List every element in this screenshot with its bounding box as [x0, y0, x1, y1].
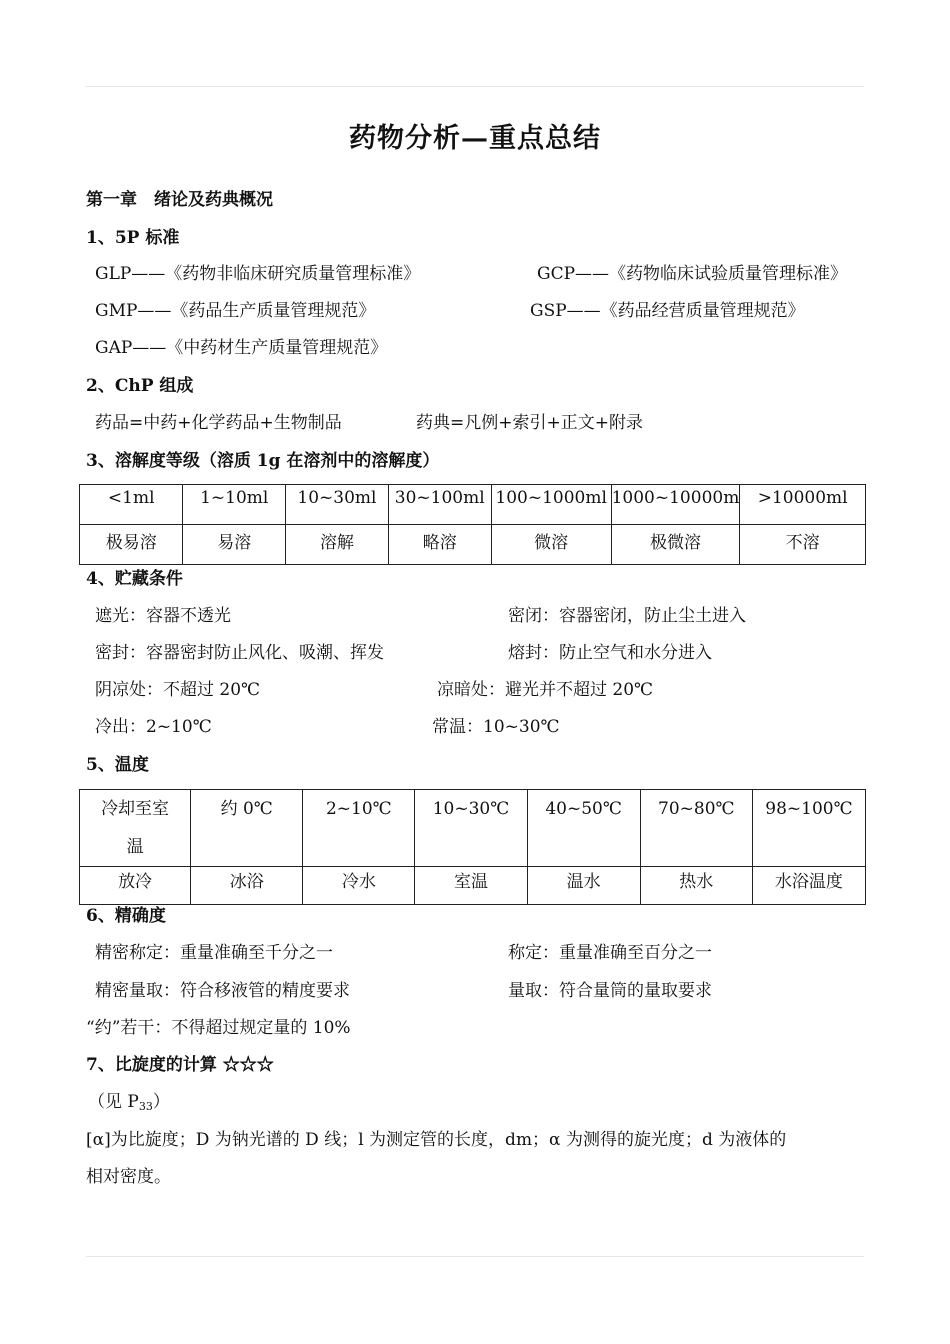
storage-cold-line: 冷出：2~10℃ — [95, 717, 212, 737]
table-cell: 10~30ml — [286, 485, 389, 525]
ref-page-number: 33 — [138, 1100, 153, 1113]
ref-suffix: ） — [152, 1092, 170, 1112]
table-cell: 100~1000ml — [491, 485, 611, 525]
temperature-table — [79, 789, 866, 905]
gmp-line: GMP——《药品生产质量管理规范》 — [95, 301, 376, 321]
table-cell: 40~50℃ — [527, 790, 640, 867]
table-cell: 1~10ml — [183, 485, 286, 525]
about-line: “约”若干：不得超过规定量的 10% — [86, 1018, 351, 1038]
table-cell: 温水 — [527, 867, 640, 905]
section-4-heading: 4、贮藏条件 — [86, 569, 183, 589]
table-row — [80, 867, 866, 905]
table-cell: 微溶 — [491, 525, 611, 565]
storage-closed-line: 密闭：容器密闭，防止尘土进入 — [508, 606, 746, 626]
table-cell: 略溶 — [388, 525, 491, 565]
table-cell: 极易溶 — [80, 525, 183, 565]
table-cell: 1000~10000m — [611, 485, 740, 525]
precise-measure-line: 精密量取：符合移液管的精度要求 — [95, 981, 350, 1001]
precise-weigh-line: 精密称定：重量准确至千分之一 — [95, 943, 333, 963]
chapter-heading: 第一章 绪论及药典概况 — [86, 190, 273, 210]
section-7-heading: 7、比旋度的计算 ☆☆☆ — [86, 1055, 274, 1075]
storage-sealed-line: 密封：容器密封防止风化、吸潮、挥发 — [95, 643, 384, 663]
table-row — [80, 790, 866, 867]
storage-light-line: 遮光：容器不透光 — [95, 606, 231, 626]
chp-pharmacopoeia-line: 药典=凡例+索引+正文+附录 — [416, 413, 643, 433]
table-cell: >10000ml — [740, 485, 866, 525]
page-reference — [88, 1090, 170, 1119]
gsp-line: GSP——《药品经营质量管理规范》 — [530, 301, 805, 321]
rotation-description-1: [α]为比旋度；D 为钠光谱的 D 线；l 为测定管的长度，dm；α 为测得的旋光度；d 为液体的 — [86, 1130, 787, 1150]
table-row — [80, 485, 866, 525]
table-cell: 易溶 — [183, 525, 286, 565]
storage-fused-line: 熔封：防止空气和水分进入 — [508, 643, 712, 663]
table-cell: 98~100℃ — [752, 790, 865, 867]
section-1-heading: 1、5P 标准 — [86, 228, 180, 248]
table-cell: 冷水 — [303, 867, 415, 905]
table-cell: 冰浴 — [191, 867, 303, 905]
table-cell: 30~100ml — [388, 485, 491, 525]
table-cell: 极微溶 — [611, 525, 740, 565]
section-5-heading: 5、温度 — [86, 755, 149, 775]
header-rule — [86, 86, 864, 87]
table-cell: 水浴温度 — [752, 867, 865, 905]
storage-cool-line: 阴凉处：不超过 20℃ — [95, 680, 261, 700]
table-cell: 不溶 — [740, 525, 866, 565]
table-cell — [80, 790, 191, 867]
weigh-line: 称定：重量准确至百分之一 — [508, 943, 712, 963]
storage-room-line: 常温：10~30℃ — [432, 717, 560, 737]
table-row — [80, 525, 866, 565]
chp-drugs-line: 药品=中药+化学药品+生物制品 — [95, 413, 342, 433]
table-cell: 70~80℃ — [640, 790, 752, 867]
gap-line: GAP——《中药材生产质量管理规范》 — [95, 338, 388, 358]
table-cell: <1ml — [80, 485, 183, 525]
cell-text: 冷却至室温 — [101, 799, 170, 857]
measure-line: 量取：符合量筒的量取要求 — [508, 981, 712, 1001]
section-2-heading: 2、ChP 组成 — [86, 376, 194, 396]
section-6-heading: 6、精确度 — [86, 906, 166, 926]
table-cell: 放冷 — [80, 867, 191, 905]
page-title: 药物分析—重点总结 — [349, 123, 601, 154]
rotation-description-2: 相对密度。 — [86, 1167, 171, 1187]
section-3-heading: 3、溶解度等级（溶质 1g 在溶剂中的溶解度） — [86, 451, 440, 471]
table-cell: 溶解 — [286, 525, 389, 565]
ref-prefix: （见 P — [88, 1092, 139, 1112]
table-cell: 约 0℃ — [191, 790, 303, 867]
table-cell: 热水 — [640, 867, 752, 905]
gcp-line: GCP——《药物临床试验质量管理标准》 — [537, 264, 848, 284]
table-cell: 10~30℃ — [415, 790, 527, 867]
glp-line: GLP——《药物非临床研究质量管理标准》 — [95, 264, 421, 284]
table-cell: 2~10℃ — [303, 790, 415, 867]
table-cell: 室温 — [415, 867, 527, 905]
solubility-table — [79, 484, 866, 565]
footer-rule — [86, 1256, 864, 1257]
storage-cool-dark-line: 凉暗处：避光并不超过 20℃ — [437, 680, 654, 700]
